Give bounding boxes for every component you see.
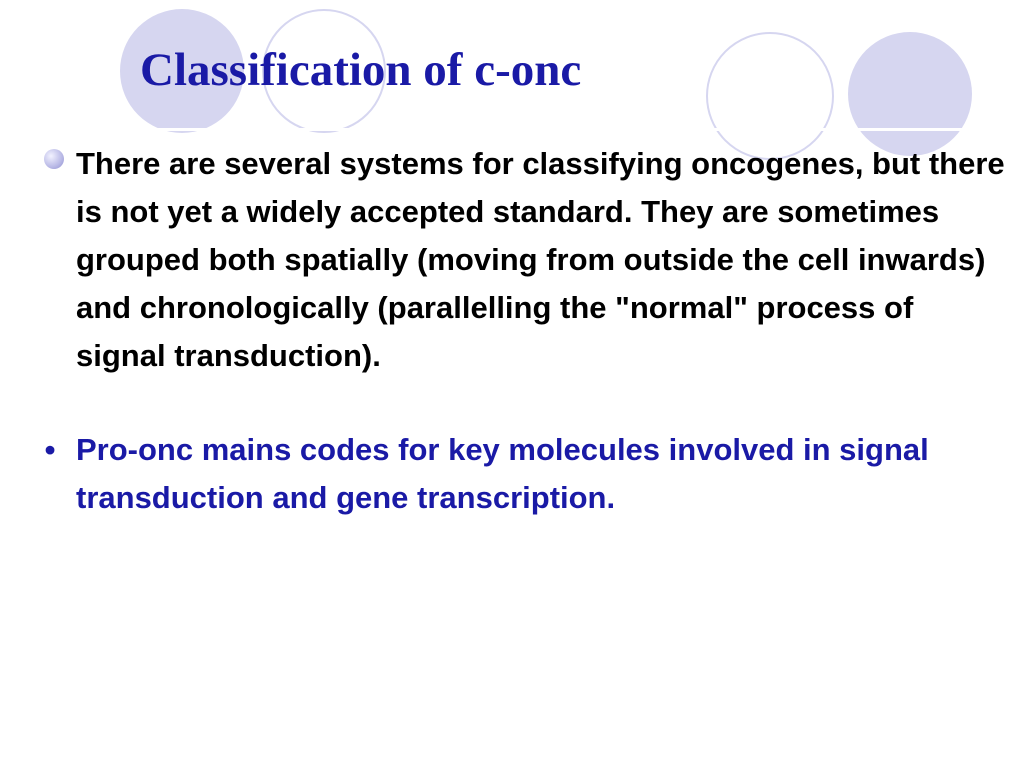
bullet-item [30, 140, 1005, 380]
bullet-list [30, 140, 1005, 522]
bullet-text: Pro-onc mains codes for key molecules involved in signal transduction and gene transcription. [76, 432, 929, 515]
dot-bullet-icon: • [44, 432, 56, 467]
slide-title: Classification of c-onc [140, 44, 582, 96]
decorative-divider [0, 128, 1024, 131]
sphere-bullet-icon [44, 149, 64, 169]
bullet-text: There are several systems for classifying oncogenes, but there is not yet a widely accepted standard. They are sometimes grouped both spatially (moving from outside the cell inwards) and chronologically (parallelling the "normal" process of signal transduction). [76, 146, 1005, 373]
decorative-circle-filled-right [848, 32, 972, 156]
bullet-item [30, 426, 1005, 522]
